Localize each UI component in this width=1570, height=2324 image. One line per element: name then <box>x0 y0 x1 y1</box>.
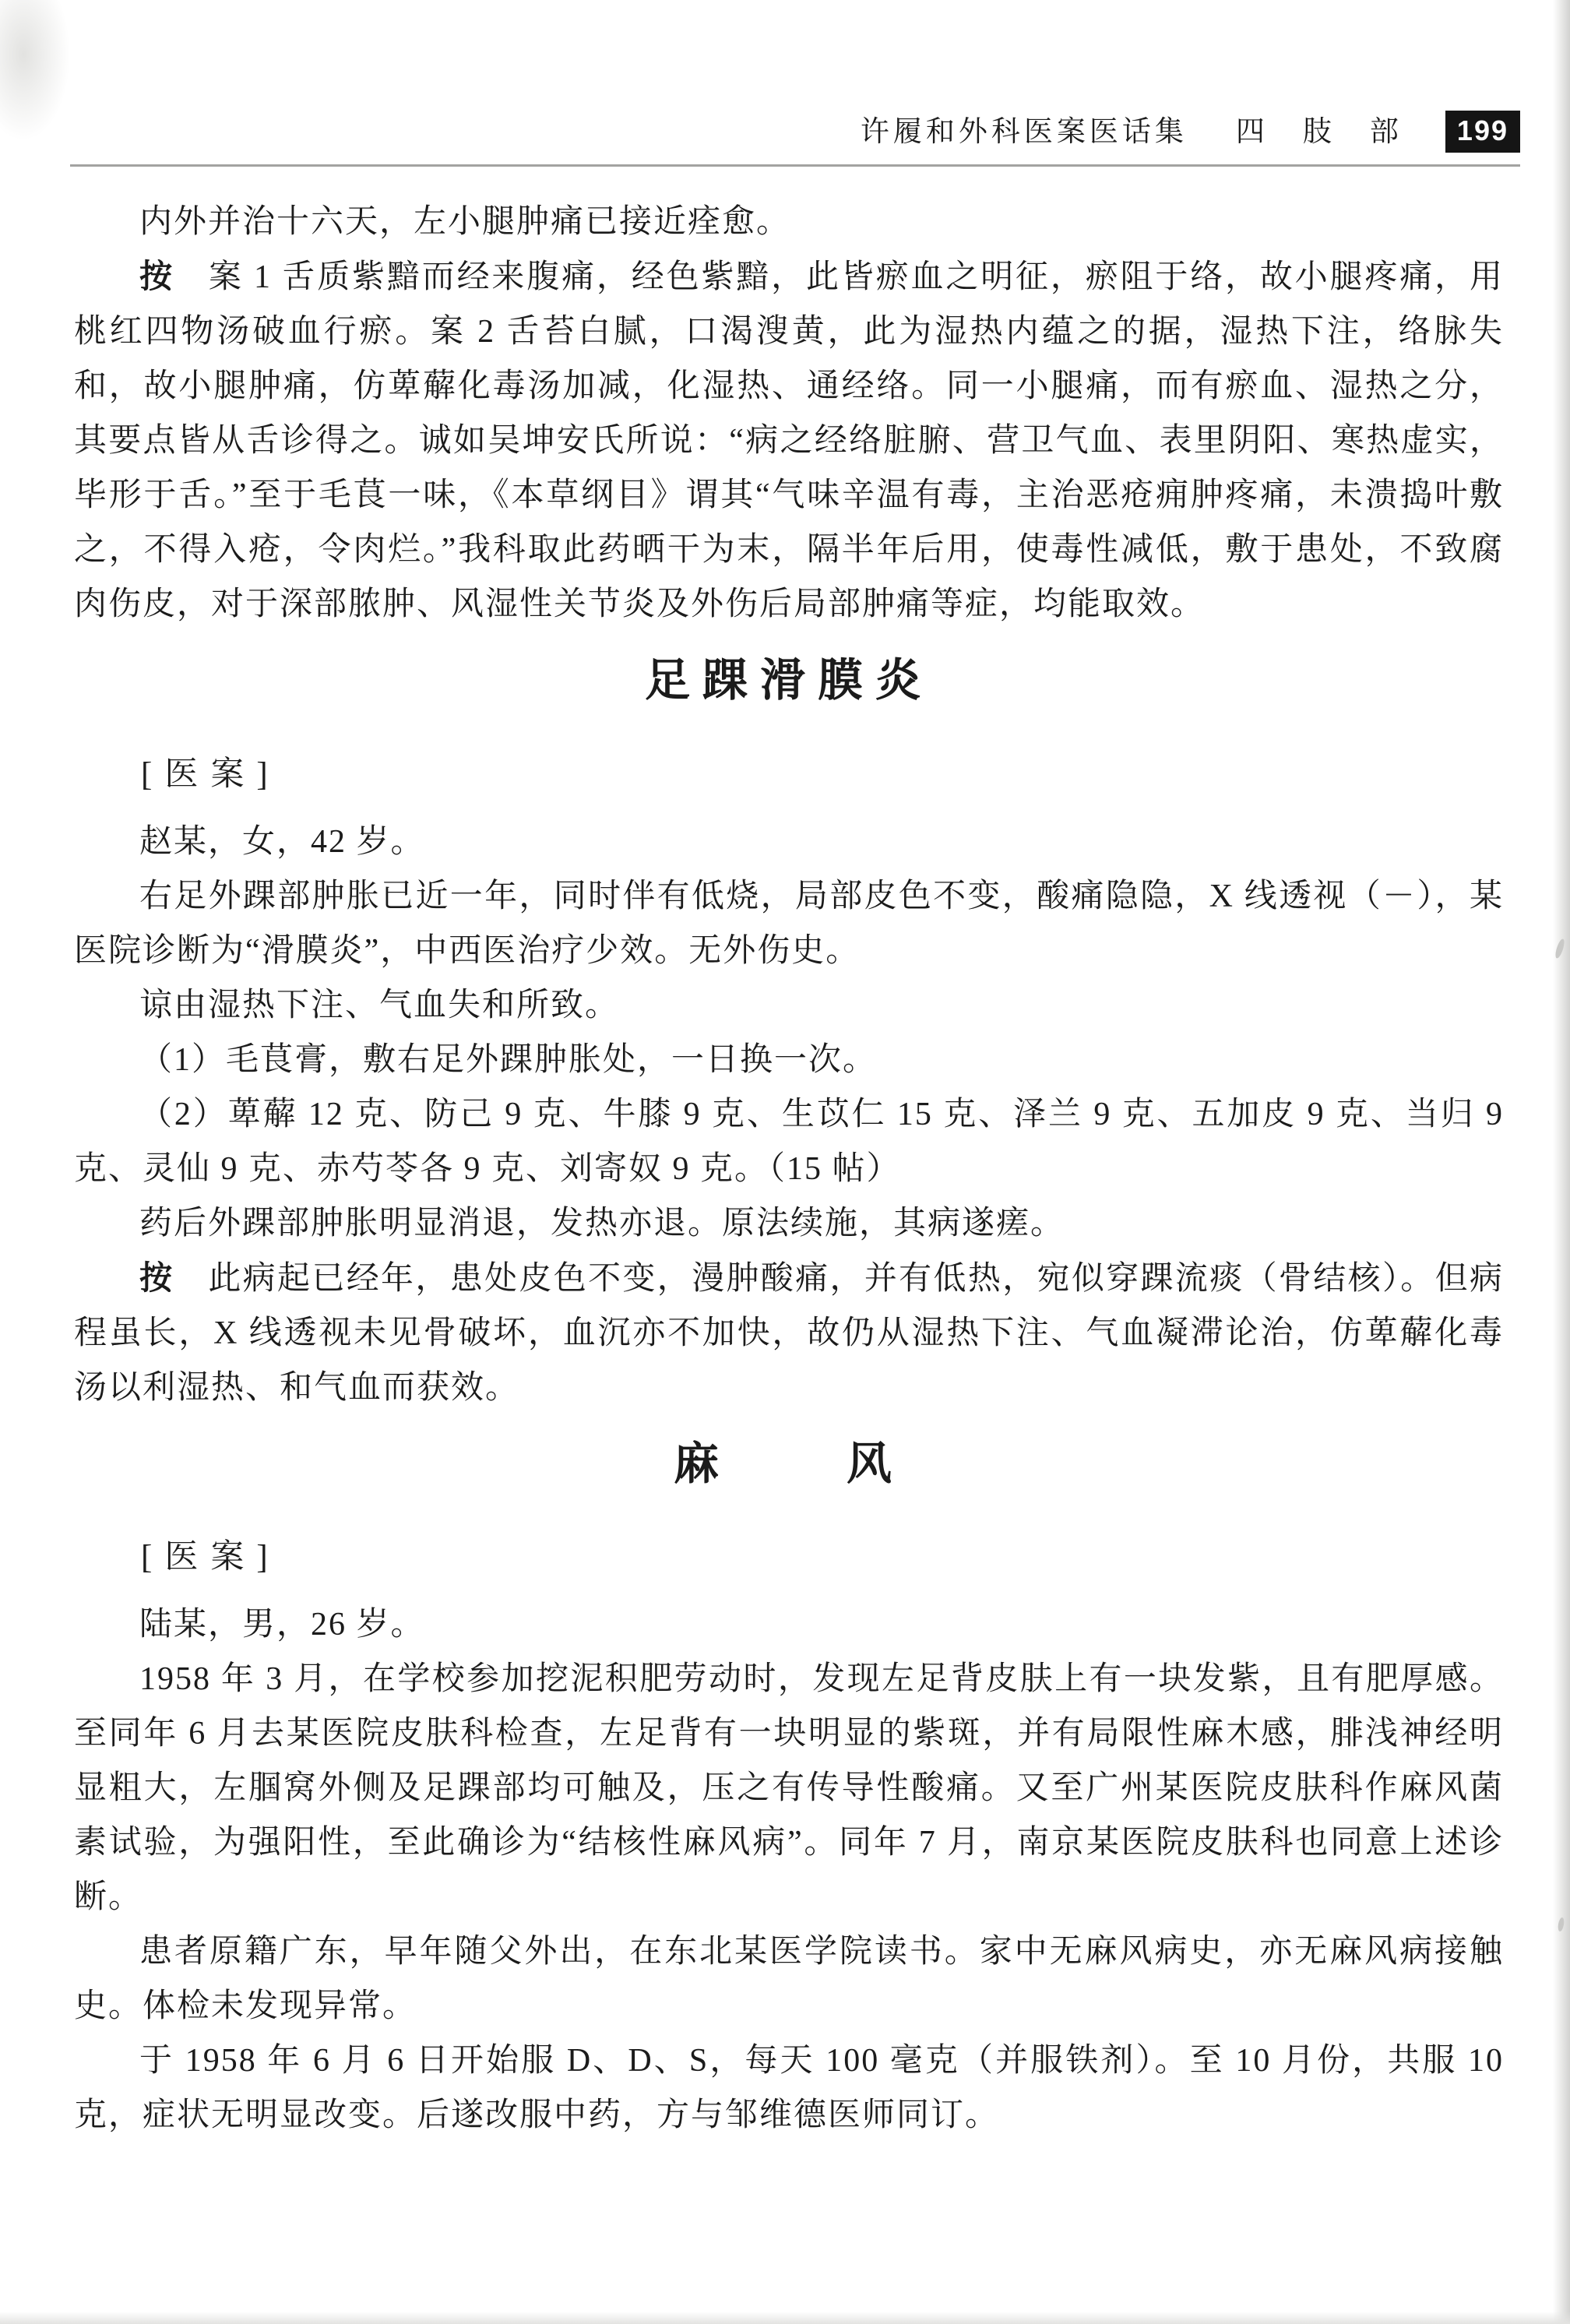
case-label: [医案] <box>141 755 280 793</box>
section-title-ankle-synovitis: 足踝滑膜炎 <box>644 655 933 706</box>
section-label: 四 肢 部 <box>1235 115 1403 148</box>
paragraph-prescription-2: （2）萆薢 12 克、防己 9 克、牛膝 9 克、生苡仁 15 克、泽兰 9 克、五加皮 9 克、当归 9 克、灵仙 9 克、赤芍苓各 9 克、刘寄奴 9 克。（15 帖） <box>74 1096 1504 1187</box>
paragraph: 患者原籍广东，早年随父外出，在东北某医学院读书。家中无麻风病史，亦无麻风病接触史。体检未发现异常。 <box>74 1934 1504 2025</box>
paragraph-prescription-1: （1）毛茛膏，敷右足外踝肿胀处，一日换一次。 <box>139 1041 878 1078</box>
note-text: 案 1 舌质紫黯而经来腹痛，经色紫黯，此皆瘀血之明征，瘀阻于络，故小腿疼痛，用桃红四物汤破血行瘀。案 2 舌苔白腻，口渴溲黄，此为湿热内蕴之的据，湿热下注，络脉失和，故小腿肿痛，仿萆薢化毒汤加减，化湿热、通经络。同一小腿痛，而有瘀血、湿热之分，其要点皆从舌诊得之。诚如吴坤安氏所说：“病之经络脏腑、营卫气血、表里阴阳、寒热虚实，毕形于舌。”至于毛茛一味，《本草纲目》谓其“气味辛温有毒，主治恶疮痈肿疼痛，未溃捣叶敷之，不得入疮，令肉烂。”我科取此药晒干为末，隔半年后用，使毒性减低，敷于患处，不致腐肉伤皮，对于深部脓肿、风湿性关节炎及外伤后局部肿痛等症，均能取效。 <box>74 259 1504 622</box>
note-paragraph-lead <box>74 249 1504 632</box>
paragraph: 药后外踝部肿胀明显消退，发热亦退。原法续施，其病遂瘥。 <box>139 1205 1065 1241</box>
paragraph: 谅由湿热下注、气血失和所致。 <box>139 987 620 1023</box>
book-title: 许履和外科医案医话集 <box>860 115 1188 148</box>
header-rule <box>70 164 1520 167</box>
paragraph: 1958 年 3 月，在学校参加挖泥积肥劳动时，发现左足背皮肤上有一块发紫，且有肥厚感。至同年 6 月去某医院皮肤科检查，左足背有一块明显的紫斑，并有局限性麻木感，腓浅神经明显粗大，左腘窝外侧及足踝部均可触及，压之有传导性酸痛。又至广州某医院皮肤科作麻风菌素试验，为强阳性，至此确诊为“结核性麻风病”。同年 7 月，南京某医院皮肤科也同意上述诊断。 <box>74 1661 1504 1916</box>
scan-artifact <box>1553 0 1570 2324</box>
paragraph-lead-closing: 内外并治十六天，左小腿肿痛已接近痊愈。 <box>139 204 791 240</box>
paragraph: 于 1958 年 6 月 6 日开始服 D、D、S，每天 100 毫克（并服铁剂）。至 10 月份，共服 10 克，症状无明显改变。后遂改服中药，方与邹维德医师同订。 <box>74 2043 1504 2134</box>
note-label: 按 <box>139 258 174 294</box>
paragraph: 陆某，男，26 岁。 <box>139 1607 425 1643</box>
case-label: [医案] <box>141 1539 280 1576</box>
note-paragraph-synovitis <box>74 1251 1504 1415</box>
scan-artifact <box>0 0 70 140</box>
page-number-badge: 199 <box>1445 111 1520 153</box>
paragraph: 赵某，女，42 岁。 <box>139 823 425 860</box>
note-label: 按 <box>139 1259 174 1296</box>
section-title-leprosy: 麻 风 <box>673 1438 904 1489</box>
note-text: 此病起已经年，患处皮色不变，漫肿酸痛，并有低热，宛似穿踝流痰（骨结核）。但病程虽长，X 线透视未见骨破坏，血沉亦不加快，故仍从湿热下注、气血凝滞论治，仿萆薢化毒汤以利湿热、和气血而获效。 <box>74 1260 1504 1406</box>
running-head <box>861 111 1520 153</box>
page-body <box>74 195 1504 2143</box>
paragraph: 右足外踝部肿胀已近一年，同时伴有低烧，局部皮色不变，酸痛隐隐，X 线透视（－），某医院诊断为“滑膜炎”，中西医治疗少效。无外伤史。 <box>74 878 1504 969</box>
scan-artifact <box>0 2312 1570 2324</box>
